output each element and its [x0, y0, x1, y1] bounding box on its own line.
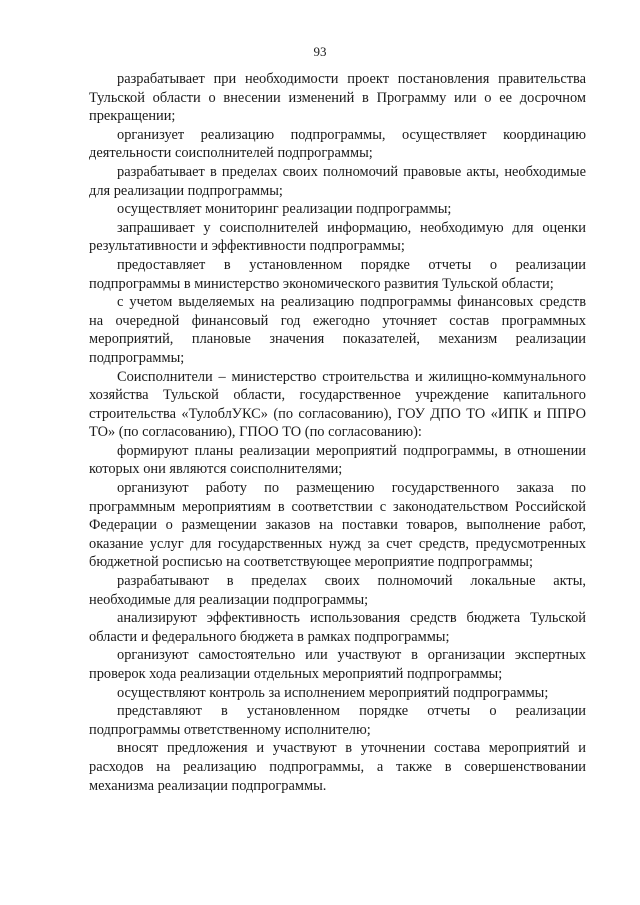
- paragraph: осуществляют контроль за исполнением мероприятий подпрограммы;: [117, 684, 549, 701]
- paragraph: организуют самостоятельно или участвуют в организации экспертных проверок хода реализации отдельных мероприятий подпрограммы;: [89, 647, 586, 682]
- paragraph: запрашивает у соисполнителей информацию, необходимую для оценки результативности и эффективности подпрограммы;: [89, 219, 586, 255]
- paragraph: формируют планы реализации мероприятий подпрограммы, в отношении которых они являются соисполнителями;: [89, 442, 586, 478]
- paragraph: разрабатывают в пределах своих полномочий локальные акты, необходимые для реализации подпрограммы;: [89, 573, 586, 608]
- paragraph: вносят предложения и участвуют в уточнении состава мероприятий и расходов на реализацию подпрограммы, а также в совершенствовании механизма реализации подпрограммы.: [89, 740, 586, 794]
- paragraph: представляют в установленном порядке отчеты о реализации подпрограммы ответственному исполнителю;: [89, 703, 586, 738]
- page-number: 93: [313, 44, 327, 59]
- paragraph: разрабатывает в пределах своих полномочий правовые акты, необходимые для реализации подпрограммы;: [89, 163, 586, 199]
- paragraph: с учетом выделяемых на реализацию подпрограммы финансовых средств на очередной финансовый год ежегодно уточняет состав программных мероприятий, плановые значения показателей, механизм реализации подпрограммы;: [89, 294, 586, 366]
- paragraph: разрабатывает при необходимости проект постановления правительства Тульской области о внесении изменений в Программу или о ее досрочном прекращении;: [89, 71, 586, 125]
- body-text: [89, 70, 586, 795]
- paragraph: Соисполнители – министерство строительства и жилищно-коммунального хозяйства Тульской области, государственное учреждение капитального строительства «ТулоблУКС» (по согласованию), ГОУ ДПО ТО «ИПК и ППРО ТО» (по согласованию), ГПОО ТО (по согласованию):: [89, 368, 586, 441]
- paragraph: осуществляет мониторинг реализации подпрограммы;: [117, 201, 452, 218]
- paragraph: анализируют эффективность использования средств бюджета Тульской области и федерального бюджета в рамках подпрограммы;: [89, 610, 586, 645]
- paragraph: предоставляет в установленном порядке отчеты о реализации подпрограммы в министерство экономического развития Тульской области;: [89, 256, 586, 292]
- paragraph: организует реализацию подпрограммы, осуществляет координацию деятельности соисполнителей подпрограммы;: [89, 126, 586, 162]
- paragraph: организуют работу по размещению государственного заказа по программным мероприятиям в соответствии с законодательством Российской Федерации о размещении заказов на поставки товаров, выполнение работ, оказание услуг для государственных нужд за счет средств, предусмотренных бюджетной росписью на соответствующее мероприятие подпрограммы;: [89, 480, 586, 571]
